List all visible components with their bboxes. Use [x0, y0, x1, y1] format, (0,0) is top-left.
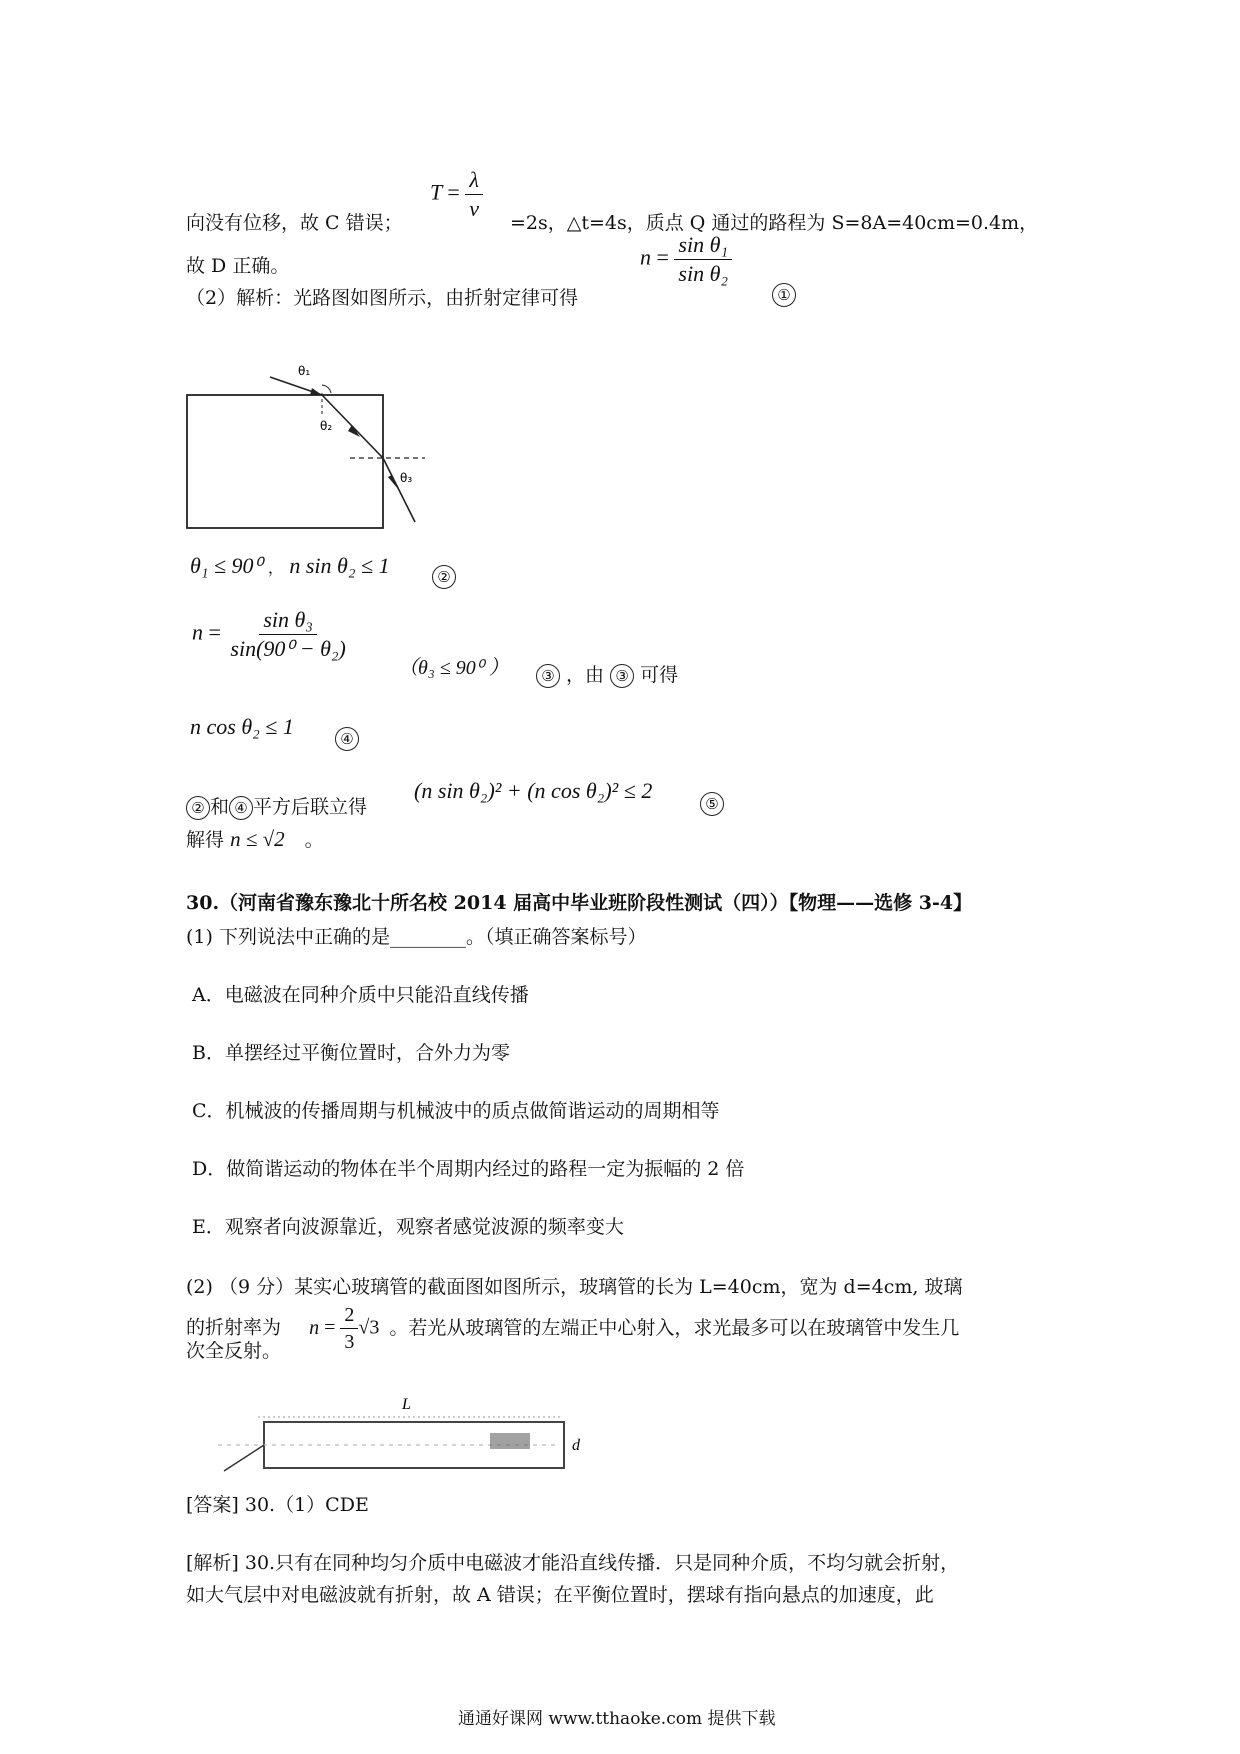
- question-30-title: 30.（河南省豫东豫北十所名校 2014 届高中毕业班阶段性测试（四））【物理——选修 3-4】: [186, 892, 973, 914]
- eq3-den: sin(90⁰ − θ₂): [230, 636, 346, 662]
- equation-5: (n sin θ₂)² + (n cos θ₂)² ≤ 2: [414, 778, 653, 803]
- incident-arrow-icon: [310, 388, 322, 395]
- refraction-den: sin θ₂: [678, 261, 729, 287]
- solve-line: 解得 n ≤ √2 。: [186, 827, 324, 851]
- question-30-part2-line1: (2) （9 分）某实心玻璃管的截面图如图所示，玻璃管的长为 L=40cm，宽为 d=4cm, 玻璃: [186, 1276, 963, 1298]
- eq2-left: θ₁ ≤ 90⁰: [190, 553, 263, 578]
- answer-line: [答案] 30.（1）CDE: [186, 1494, 369, 1516]
- option-c: C．机械波的传播周期与机械波中的质点做简谐运动的周期相等: [192, 1100, 720, 1122]
- text-line-1: [186, 208, 403, 235]
- equation-mark-3: ③: [536, 664, 560, 688]
- question-30-part2-line3: 次全反射。: [186, 1340, 282, 1362]
- exit-ray: [383, 458, 415, 522]
- text-line-2: [186, 251, 289, 278]
- equation-mark-5: ⑤: [700, 792, 724, 816]
- question-30-part2-line2: 的折射率为 n = $\frac{2}{3}$ √3 。若光从玻璃管的左端正中心射入，求光最多可以在玻璃管中发生几: [186, 1304, 960, 1353]
- period-num: λ: [465, 168, 483, 195]
- period-den: v: [469, 196, 480, 222]
- theta2-label: θ₂: [320, 419, 333, 433]
- equation-mark-3-ref: ③: [610, 664, 634, 688]
- eq5-text: ② 和 ④ 平方后联立得: [186, 792, 367, 820]
- theta3-label: θ₃: [400, 471, 413, 485]
- solve-expr: n ≤ √2: [230, 827, 285, 851]
- refraction-formula: n = $\frac{\text{sin θ₁}}{\text{sin θ₂}}$: [640, 233, 732, 286]
- eq3-num: sin θ₃: [259, 608, 317, 635]
- theta1-label: θ₁: [298, 364, 311, 378]
- glass-block: [187, 395, 383, 528]
- equation-3: n = $\frac{\text{sin θ₃}}{\text{sin(90⁰ − θ₂)}}$: [192, 608, 350, 661]
- line1-pre-text: 向没有位移，故 C 错误；: [186, 212, 403, 234]
- refraction-fraction: [674, 233, 732, 286]
- option-b: B．单摆经过平衡位置时，合外力为零: [192, 1042, 510, 1064]
- eq3-fraction: [226, 608, 349, 661]
- equation-mark-2-ref: ②: [186, 796, 210, 820]
- n-value-root: √3: [358, 1316, 380, 1339]
- line2-text: 故 D 正确。: [186, 255, 290, 277]
- entry-ray: [224, 1445, 264, 1471]
- n-value-fraction: $\frac{2}{3}$: [340, 1304, 358, 1353]
- equation-mark-2: ②: [432, 565, 456, 589]
- refracted-arrow-icon: [348, 425, 360, 437]
- eq2-right: n sin θ₂ ≤ 1: [289, 553, 390, 578]
- option-e: E．观察者向波源靠近，观察者感觉波源的频率变大: [192, 1216, 624, 1238]
- option-d: D．做简谐运动的物体在半个周期内经过的路程一定为振幅的 2 倍: [192, 1158, 745, 1180]
- line1-post-text: =2s，△t=4s，质点 Q 通过的路程为 S=8A=40cm=0.4m，: [510, 212, 1039, 234]
- period-formula: T = $\frac{\lambda}{v}$: [430, 168, 483, 221]
- glass-tube-diagram: [210, 1395, 590, 1473]
- line3-text: （2）解析：光路图如图所示，由折射定律可得: [186, 287, 579, 309]
- equation-mark-1: ①: [772, 283, 796, 307]
- equation-mark-4: ④: [335, 727, 359, 751]
- analysis-line-2: 如大气层中对电磁波就有折射，故 A 错误；在平衡位置时，摆球有指向悬点的加速度，此: [186, 1584, 934, 1606]
- page-footer: 通通好课网 www.tthaoke.com 提供下载: [458, 1709, 776, 1729]
- refraction-num: sin θ₁: [674, 233, 732, 260]
- text-line-1-post: [510, 208, 1038, 235]
- n-symbol: n: [309, 1316, 320, 1339]
- question-30-part1: (1) 下列说法中正确的是________。（填正确答案标号）: [186, 926, 647, 948]
- equation-2: θ₁ ≤ 90⁰ ， n sin θ₂ ≤ 1: [190, 553, 390, 578]
- equation-4: n cos θ₂ ≤ 1: [190, 714, 294, 739]
- equation-mark-4-ref: ④: [229, 796, 253, 820]
- option-a: A．电磁波在同种介质中只能沿直线传播: [192, 984, 529, 1006]
- smudge-mark: [490, 1433, 530, 1449]
- eq3-condition: （θ₃ ≤ 90⁰ ）: [398, 657, 509, 679]
- angle-arc-1: [322, 385, 331, 393]
- text-line-3: [186, 283, 578, 310]
- length-label: L: [402, 1396, 411, 1413]
- light-path-diagram: [180, 355, 440, 535]
- period-fraction: [465, 168, 483, 221]
- analysis-line-1: [解析] 30.只有在同种均匀介质中电磁波才能沿直线传播．只是同种介质，不均匀就会折射，: [186, 1552, 960, 1574]
- width-label: d: [572, 1437, 580, 1454]
- eq3-tail: ③ ，由 ③ 可得: [536, 660, 678, 688]
- period-symbol: T: [430, 179, 442, 205]
